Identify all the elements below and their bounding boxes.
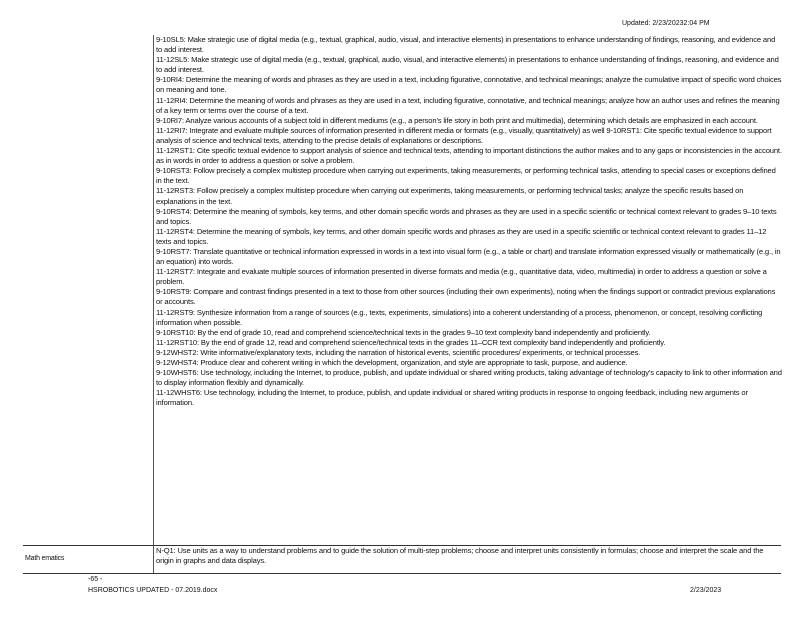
- math-standards-cell: [153, 546, 782, 573]
- ela-standard: 9-10WHST6: Use technology, including the Internet, to produce, publish, and update individual or shared writing products, taking advantage of technology's capacity to link to other information and to display information flexibly and dynamically.: [156, 368, 782, 388]
- ela-standard: 11-12RST4: Determine the meaning of symbols, key terms, and other domain specific words and phrases as they are used in a specific scientific or technical context relevant to grades 11–12 texts and topics.: [156, 226, 767, 246]
- document-filename: HSROBOTICS UPDATED - 07.2019.docx: [88, 587, 218, 594]
- ela-standard: as in words in order to address a question or solve a problem.: [156, 156, 355, 166]
- math-subject-label: Math ematics: [25, 555, 65, 562]
- ela-standard: 11-12RI7: Integrate and evaluate multiple sources of information presented in different media or formats (e.g., visually, quantitatively) as well 9-10RST1: Cite specific textual evidence to support analysis of science and technical texts, attending to the precise details of explanations or descriptions.: [156, 125, 772, 145]
- ela-standard: 11-12RST1: Cite specific textual evidence to support analysis of science and technical texts, attending to important distinctions the author makes and to any gaps or inconsistencies in the account.: [156, 146, 782, 156]
- ela-standard: 11-12RST9: Synthesize information from a range of sources (e.g., texts, experiments, simulations) into a coherent understanding of a process, phenomenon, or concept, resolving conflicting information when possible.: [156, 307, 763, 327]
- updated-timestamp: Updated: 2/23/20232:04 PM: [622, 20, 710, 27]
- ela-row: [23, 35, 781, 545]
- ela-standard: 9-10RST3: Follow precisely a complex multistep procedure when carrying out experiments, taking measurements, or performing technical tasks, attending to special cases or exceptions defined in the text.: [156, 166, 776, 186]
- ela-standard: 11-12RI4: Determine the meaning of words and phrases as they are used in a text, including figurative, connotative, and technical meanings; analyze how an author uses and refines the meaning of a key term or terms over the course of a text.: [156, 95, 780, 115]
- ela-standard: 11-12SL5: Make strategic use of digital media (e.g., textual, graphical, audio, visual, and interactive elements) in presentations to enhance understanding of findings, reasoning, and evidence and to add interest.: [156, 55, 779, 75]
- ela-standard: 11-12WHST6: Use technology, including the Internet, to produce, publish, and update individual or shared writing products in response to ongoing feedback, including new arguments or information.: [156, 388, 748, 408]
- ela-standards-cell: [153, 35, 782, 545]
- ela-standard: 9-10RI4: Determine the meaning of words and phrases as they are used in a text, including figurative, connotative, and technical meanings; analyze the cumulative impact of specific word choices on meaning and tone.: [156, 75, 782, 95]
- ela-standard: 11-12RST7: Integrate and evaluate multiple sources of information presented in diverse formats and media (e.g., quantitative data, video, multimedia) in order to address a question or solve a problem.: [156, 267, 767, 287]
- ela-standard: 9-10RST7: Translate quantitative or technical information expressed in words in a text into visual form (e.g., a table or chart) and translate information expressed visually or mathematically (e.g., in an equation) into words.: [156, 246, 781, 267]
- standards-table: [23, 35, 781, 574]
- page-number: -65 -: [88, 576, 103, 583]
- ela-standard: 11-12RST10: By the end of grade 12, read and comprehend science/technical texts in the grades 11–CCR text complexity band independently and proficiently.: [156, 337, 666, 347]
- ela-standard: 9-10RI7: Analyze various accounts of a subject told in different mediums (e.g., a person's life story in both print and multimedia), determining which details are emphasized in each account.: [156, 115, 758, 125]
- ela-standard: 9-10RST10: By the end of grade 10, read and comprehend science/technical texts in the grades 9–10 text complexity band independently and proficiently.: [156, 327, 651, 337]
- footer-date: 2/23/2023: [690, 587, 722, 594]
- math-row: [23, 545, 781, 574]
- ela-standard: 11-12RST3: Follow precisely a complex multistep procedure when carrying out experiments, taking measurements, or performing technical tasks; analyze the specific results based on explanations in the text.: [156, 186, 744, 206]
- ela-standard: 9-10RST4: Determine the meaning of symbols, key terms, and other domain specific words and phrases as they are used in a specific scientific or technical context relevant to grades 9–10 texts and topics.: [156, 206, 777, 226]
- math-standard: N-Q1: Use units as a way to understand problems and to guide the solution of multi-step problems; choose and interpret units consistently in formulas; choose and interpret the scale and the origin in graphs and data displays.: [156, 546, 764, 566]
- ela-standard: 9-12WHST4: Produce clear and coherent writing in which the development, organization, and style are appropriate to task, purpose, and audience.: [156, 358, 628, 367]
- ela-standard: 9-10RST9: Compare and contrast findings presented in a text to those from other sources (including their own experiments), noting when the findings support or contradict previous explanations or accounts.: [156, 287, 776, 307]
- ela-standard: 9-12WHST2: Write informative/explanatory texts, including the narration of historical events, scientific procedures/ experiments, or technical processes.: [156, 347, 641, 357]
- ela-standard: 9-10SL5: Make strategic use of digital media (e.g., textual, graphical, audio, visual, and interactive elements) in presentations to enhance understanding of findings, reasoning, and evidence and to add interest.: [156, 35, 776, 55]
